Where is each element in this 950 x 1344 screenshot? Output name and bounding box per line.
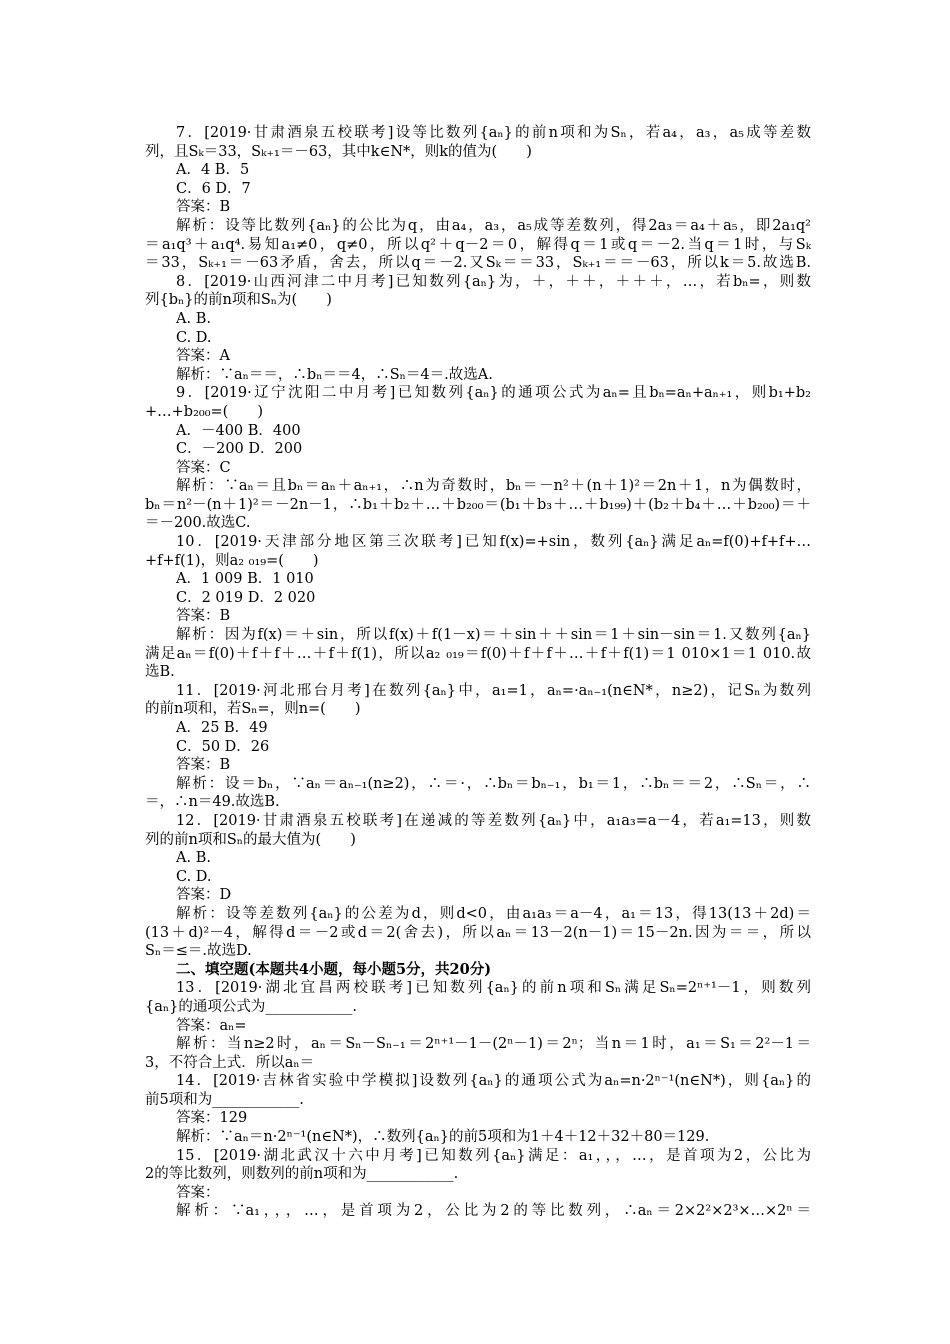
text-line: 答案：C [176, 459, 231, 476]
text-line: 解析：∵a₁，，，…，是首项为2，公比为2的等比数列，∴aₙ＝2×2²×2³×…×2ⁿ＝ [176, 1203, 811, 1220]
text-line: C．－200 D．200 [176, 441, 303, 458]
text-line: 列{bₙ}的前n项和Sₙ为( ) [145, 292, 332, 309]
text-line: (13＋d)²－4，解得d＝－2或d＝2(舍去)，所以aₙ＝13－2(n－1)＝15－2n.因为＝＝，所以 [145, 924, 811, 941]
text-line: A．－400 B．400 [176, 422, 301, 439]
text-line: 7．[2019·甘肃酒泉五校联考]设等比数列{aₙ}的前n项和为Sₙ，若a₄，a₃，a₅成等差数 [176, 125, 811, 141]
text-line: 答案：B [176, 608, 231, 625]
text-line: {aₙ}的通项公式为____________. [145, 998, 357, 1015]
document-body [145, 124, 811, 1221]
text-line: 解析：设＝bₙ，∵aₙ＝aₙ₋₁(n≥2)，∴＝·，∴bₙ＝bₙ₋₁，b₁＝1，∴bₙ＝＝2，∴Sₙ＝，∴ [176, 775, 811, 792]
text-line: 14．[2019·吉林省实验中学模拟]设数列{aₙ}的通项公式为aₙ=n·2ⁿ⁻¹(n∈N*)，则{aₙ}的 [176, 1073, 811, 1090]
text-line: 二、填空题(本题共4小题，每小题5分，共20分) [176, 960, 492, 978]
text-line: 13．[2019·湖北宜昌两校联考]已知数列{aₙ}的前n项和Sₙ满足Sₙ=2ⁿ⁺¹－1，则数列 [176, 980, 811, 997]
text-line: ＝，∴n＝49.故选B. [145, 794, 280, 811]
text-line: 前5项和为____________. [145, 1091, 304, 1108]
text-line: C．2 019 D．2 020 [176, 589, 316, 606]
text-line: 答案：A [176, 348, 230, 365]
text-line: 15．[2019·湖北武汉十六中月考]已知数列{aₙ}满足：a₁，，，…，是首项为2，公比为 [176, 1147, 811, 1164]
text-line: 答案：129 [176, 1110, 248, 1127]
text-line: 解析：当n≥2时，aₙ＝Sₙ－Sₙ₋₁＝2ⁿ⁺¹－1－(2ⁿ－1)＝2ⁿ；当n＝1时，a₁＝S₁＝2²－1＝ [176, 1036, 811, 1053]
text-line: 的前n项和，若Sₙ=，则n=( ) [145, 701, 361, 718]
text-line: C．6 D．7 [176, 180, 251, 197]
text-line: 解析：设等差数列{aₙ}的公差为d，则d<0，由a₁a₃＝a－4，a₁＝13，得13(13＋2d)＝ [176, 905, 811, 922]
text-line: 3，不符合上式．所以aₙ＝ [145, 1054, 315, 1071]
text-line: A. B. [176, 310, 211, 327]
text-line: ＝－200.故选C. [145, 515, 251, 532]
text-line: 答案：B [176, 757, 231, 774]
text-line: 列的前n项和Sₙ的最大值为( ) [145, 831, 356, 848]
text-line: A. B. [176, 850, 211, 867]
text-line: A．1 009 B．1 010 [176, 571, 314, 588]
text-line: 答案：aₙ= [176, 1017, 247, 1034]
text-line: 答案： [176, 1184, 220, 1201]
text-line: 选B. [145, 664, 175, 681]
text-line: 解析：∵aₙ＝n·2ⁿ⁻¹(n∈N*)，∴数列{aₙ}的前5项和为1＋4＋12＋32＋80＝129. [176, 1129, 710, 1146]
text-line: 11．[2019·河北邢台月考]在数列{aₙ}中，a₁=1，aₙ=·aₙ₋₁(n∈N*，n≥2)，记Sₙ为数列 [176, 682, 811, 699]
text-line: A．25 B．49 [176, 720, 268, 736]
text-line: 答案：B [176, 199, 231, 216]
text-line: 解析：设等比数列{aₙ}的公比为q，由a₄，a₃，a₅成等差数列，得2a₃＝a₄＋a₅，即2a₁q² [176, 217, 811, 234]
text-line: 列，且Sₖ＝33，Sₖ₊₁＝－63，其中k∈N*，则k的值为( ) [145, 143, 532, 160]
text-line: bₙ＝n²－(n＋1)²＝－2n－1，∴b₁＋b₂＋…＋b₂₀₀＝(b₁＋b₃＋…＋b₁₉₉)＋(b₂＋b₄＋…＋b₂₀₀)＝＋ [145, 496, 811, 513]
text-line: ＝a₁q³＋a₁q⁴.易知a₁≠0，q≠0，所以q²＋q－2＝0，解得q＝1或q＝－2.当q＝1时，与Sₖ [145, 236, 811, 253]
text-line: 10．[2019·天津部分地区第三次联考]已知f(x)=+sin，数列{aₙ}满足aₙ=f(0)+f+f+… [176, 534, 811, 551]
text-line: +…+b₂₀₀=( ) [145, 403, 263, 420]
text-line: 解析：因为f(x)＝＋sin，所以f(x)＋f(1－x)＝＋sin＋＋sin＝1＋sin－sin＝1.又数列{aₙ} [176, 627, 811, 644]
text-line: C. D. [176, 329, 212, 346]
text-line: 12．[2019·甘肃酒泉五校联考]在递减的等差数列{aₙ}中，a₁a₃=a－4，若a₁=13，则数 [176, 812, 811, 829]
text-line: 9．[2019·辽宁沈阳二中月考]已知数列{aₙ}的通项公式为aₙ=且bₙ=aₙ+aₙ₊₁，则b₁+b₂ [176, 385, 811, 402]
text-line: A．4 B．5 [176, 162, 250, 179]
text-line: 8．[2019·山西河津二中月考]已知数列{aₙ}为，＋，＋＋，＋＋＋，…，若bₙ=，则数 [176, 273, 811, 290]
text-line: 答案：D [176, 887, 232, 904]
text-line: 满足aₙ＝f(0)＋f＋f＋…＋f＋f(1)，所以a₂ ₀₁₉＝f(0)＋f＋f＋…＋f＋f(1)＝1 010×1＝1 010.故 [145, 645, 811, 662]
text-line: C. D. [176, 868, 212, 885]
text-line: C．50 D．26 [176, 738, 270, 755]
text-line: Sₙ＝≤＝.故选D. [145, 943, 252, 960]
text-line: 2的等比数列，则数列的前n项和为____________. [145, 1166, 459, 1183]
text-line: ＝33，Sₖ₊₁＝－63矛盾，舍去，所以q＝－2.又Sₖ＝＝33，Sₖ₊₁＝＝－63，所以k＝5.故选B. [145, 255, 811, 272]
text-line: 解析：∵aₙ＝＝，∴bₙ＝＝4，∴Sₙ＝4＝.故选A. [176, 366, 493, 383]
text-line: +f+f(1)，则a₂ ₀₁₉=( ) [145, 552, 319, 569]
text-line: 解析：∵aₙ＝且bₙ＝aₙ＋aₙ₊₁，∴n为奇数时，bₙ＝－n²＋(n＋1)²＝2n＋1，n为偶数时， [176, 478, 811, 495]
